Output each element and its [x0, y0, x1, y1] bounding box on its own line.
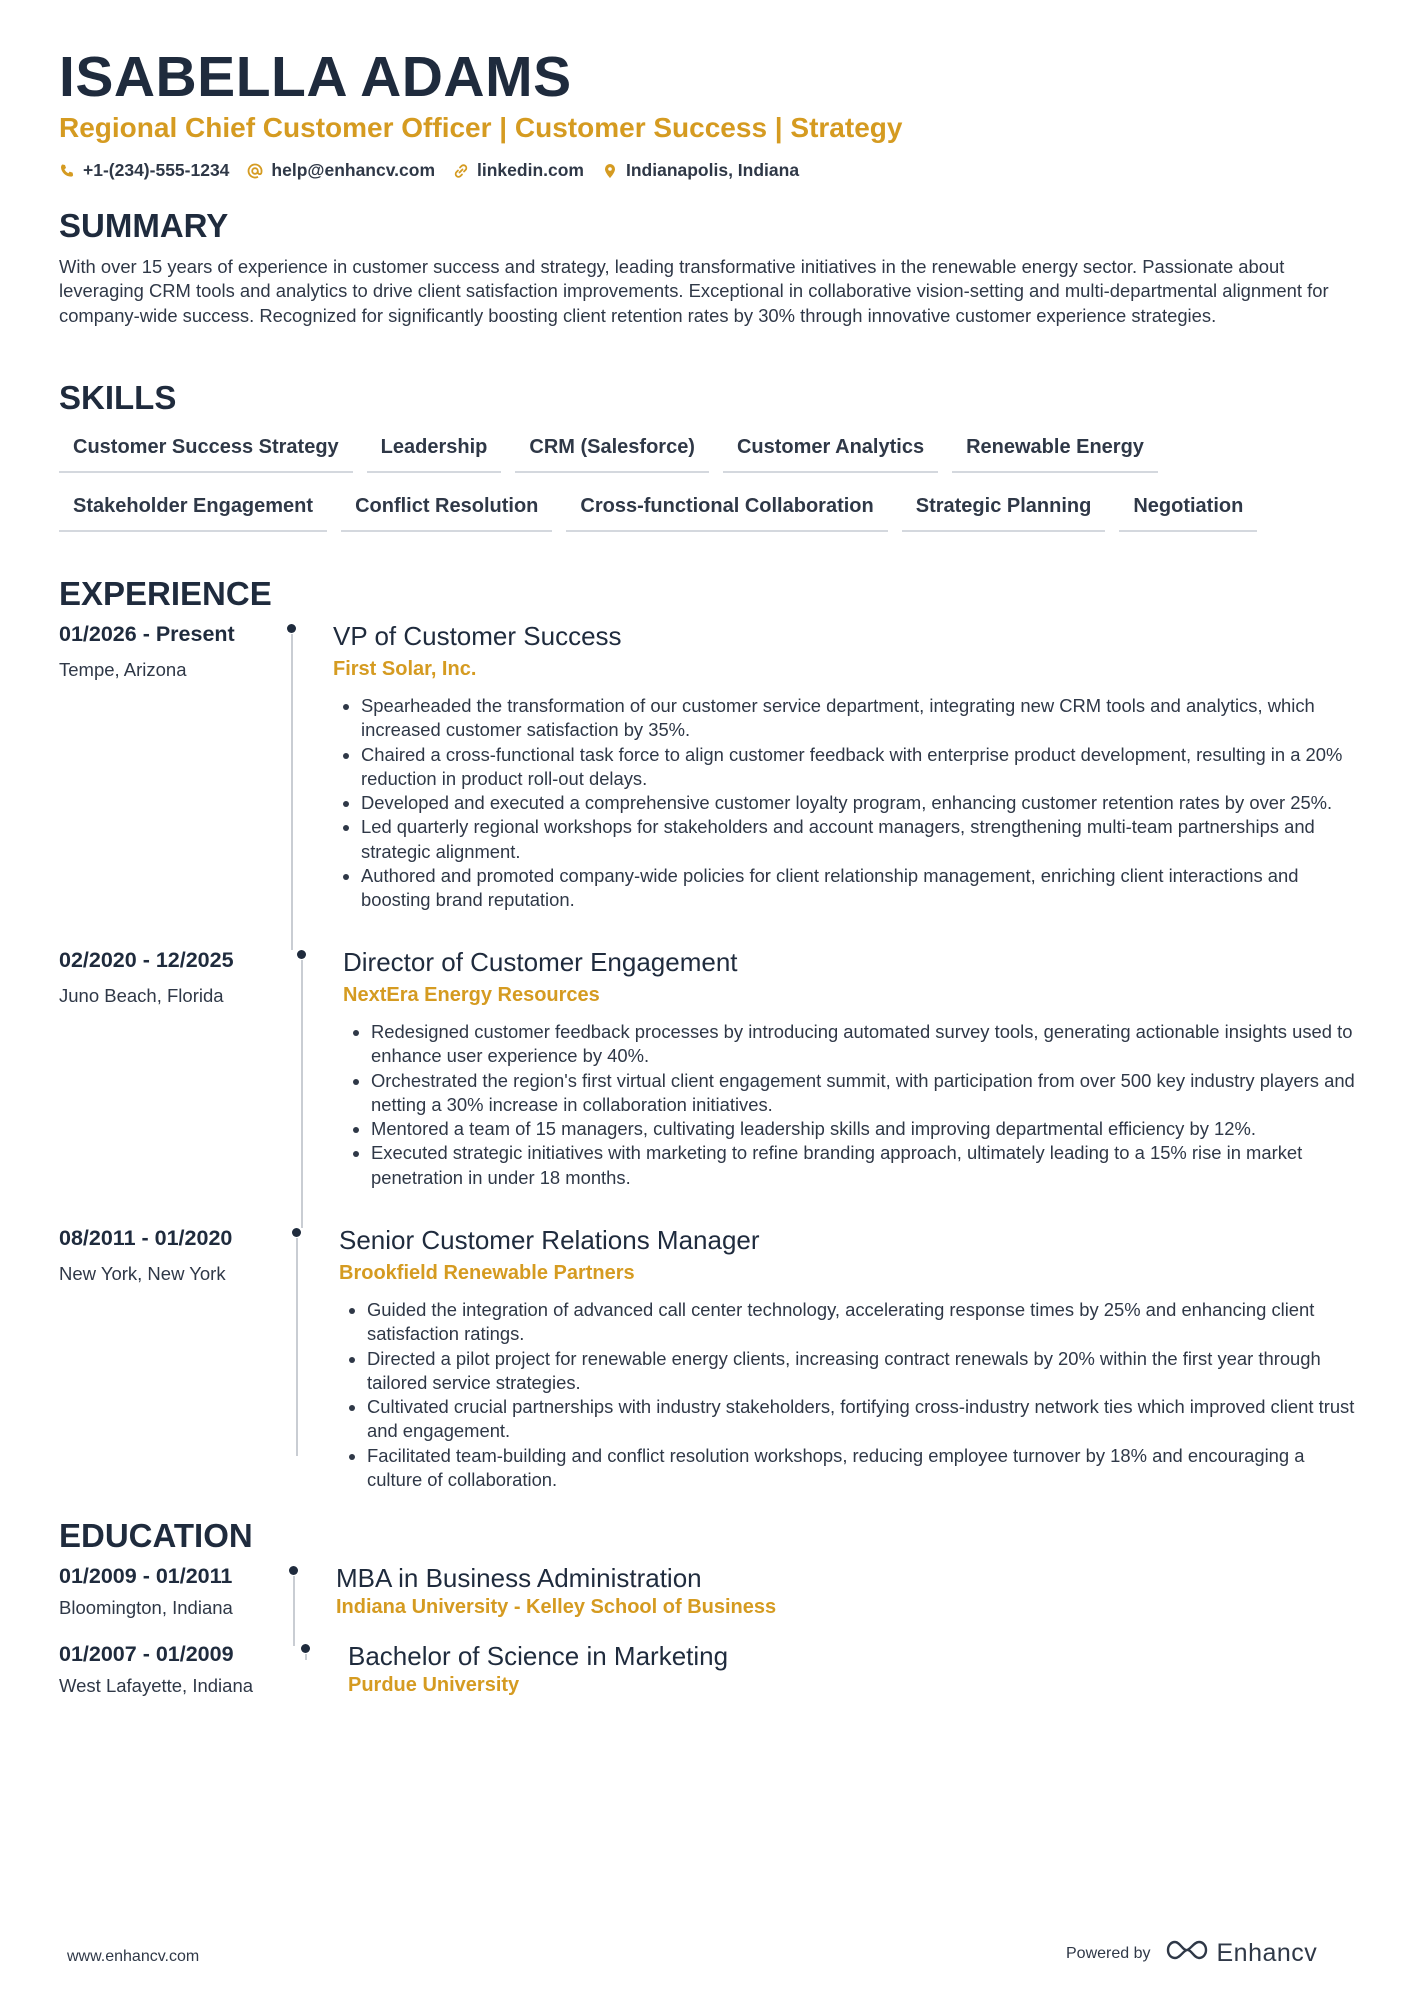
phone-icon	[59, 163, 75, 179]
skills-list	[59, 428, 1359, 532]
bullet-list	[339, 1298, 1363, 1492]
email-text: help@enhancv.com	[271, 160, 436, 180]
timeline-dot	[292, 1228, 301, 1237]
skill-tag: Strategic Planning	[902, 487, 1106, 532]
skill-tag: Cross-functional Collaboration	[566, 487, 887, 532]
timeline-line	[291, 634, 293, 950]
timeline-dot	[289, 1566, 298, 1575]
bullet-list	[333, 694, 1363, 913]
contact-location	[602, 160, 799, 181]
bullet-item: • Led quarterly regional workshops for stakeholders and account managers, strengthening multi-team partnerships and strategic alignment.	[361, 815, 1363, 864]
skill-tag: Negotiation	[1119, 487, 1257, 532]
entry-body	[339, 1224, 1363, 1492]
entry-dates: 02/2020 - 12/2025	[59, 948, 234, 972]
bullet-item: • Spearheaded the transformation of our customer service department, integrating new CRM tools and analytics, which increased customer satisfaction by 35%.	[361, 694, 1363, 743]
entry-body	[333, 620, 1363, 913]
entry-location: Juno Beach, Florida	[59, 985, 224, 1006]
bullet-item: • Redesigned customer feedback processes by introducing automated survey tools, generating actionable insights used to enhance user experience by 40%.	[371, 1020, 1363, 1069]
entry-location: Bloomington, Indiana	[59, 1597, 233, 1618]
bullet-item: • Developed and executed a comprehensive customer loyalty program, enhancing customer retention rates by over 25%.	[361, 791, 1363, 815]
entry-body	[343, 946, 1363, 1190]
skill-tag: Customer Success Strategy	[59, 428, 353, 473]
location-text: Indianapolis, Indiana	[625, 160, 800, 180]
contact-bar	[59, 160, 799, 181]
entry-dates: 08/2011 - 01/2020	[59, 1226, 233, 1250]
job-title: Senior Customer Relations Manager	[339, 1225, 760, 1255]
bullet-item: • Facilitated team-building and conflict resolution workshops, reducing employee turnover by 18% and encouraging a culture of collaboration.	[367, 1444, 1363, 1493]
company-name: First Solar, Inc.	[333, 658, 477, 680]
timeline-line	[296, 1238, 298, 1456]
experience-heading: EXPERIENCE	[59, 575, 272, 612]
timeline-line	[305, 1654, 307, 1660]
degree-title: Bachelor of Science in Marketing	[348, 1641, 729, 1671]
skill-tag: Customer Analytics	[723, 428, 938, 473]
bullet-item: • Orchestrated the region's first virtual client engagement summit, with participation from over 500 key industry players and netting a 30% increase in collaboration initiatives.	[371, 1069, 1363, 1118]
footer-website-link[interactable]: www.enhancv.com	[67, 1948, 200, 1965]
bullet-item: • Chaired a cross-functional task force to align customer feedback with enterprise product development, resulting in a 20% reduction in product roll-out delays.	[361, 743, 1363, 792]
summary-text: With over 15 years of experience in customer success and strategy, leading transformative initiatives in the renewable energy sector. Passionate about leveraging CRM tools and analytics to drive client satisfaction improvements. Exceptional in collaborative vision-setting and multi-departmental alignment for company-wide success. Recognized for significantly boosting client retention rates by 30% through innovative customer experience strategies.	[59, 256, 1329, 326]
timeline-line	[301, 960, 303, 1228]
linkedin-text: linkedin.com	[477, 160, 584, 180]
brand-name: Enhancv	[1216, 1939, 1318, 1967]
education-heading: EDUCATION	[59, 1517, 253, 1554]
skill-tag: Stakeholder Engagement	[59, 487, 327, 532]
summary-heading: SUMMARY	[59, 207, 229, 244]
job-title: Director of Customer Engagement	[343, 947, 738, 977]
school-name: Indiana University - Kelley School of Business	[336, 1596, 777, 1618]
headline: Regional Chief Customer Officer | Customer Success | Strategy	[59, 112, 903, 143]
enhancv-logo-icon	[1165, 1938, 1209, 1969]
entry-dates: 01/2007 - 01/2009	[59, 1642, 234, 1666]
degree-title: MBA in Business Administration	[336, 1563, 702, 1593]
skill-tag: CRM (Salesforce)	[515, 428, 709, 473]
bullet-item: • Mentored a team of 15 managers, cultivating leadership skills and improving departmental efficiency by 12%.	[371, 1117, 1363, 1141]
candidate-name: ISABELLA ADAMS	[59, 45, 572, 109]
bullet-list	[343, 1020, 1363, 1190]
entry-dates: 01/2009 - 01/2011	[59, 1564, 233, 1588]
timeline-dot	[301, 1644, 310, 1653]
skill-tag: Conflict Resolution	[341, 487, 552, 532]
location-pin-icon	[602, 163, 618, 179]
phone-text: +1-(234)-555-1234	[83, 160, 230, 180]
entry-body	[348, 1640, 1358, 1698]
bullet-item: • Cultivated crucial partnerships with industry stakeholders, fortifying cross-industry network ties which improved client trust and engagement.	[367, 1395, 1363, 1444]
bullet-item: • Authored and promoted company-wide policies for client relationship management, enriching client interactions and boosting brand reputation.	[361, 864, 1363, 913]
at-icon	[247, 163, 263, 179]
job-title: VP of Customer Success	[333, 621, 622, 651]
company-name: NextEra Energy Resources	[343, 984, 600, 1006]
company-name: Brookfield Renewable Partners	[339, 1262, 635, 1284]
footer-branding	[1066, 1938, 1317, 1969]
timeline-line	[293, 1576, 295, 1646]
school-name: Purdue University	[348, 1674, 520, 1696]
bullet-item: • Guided the integration of advanced call center technology, accelerating response times by 25% and enhancing client satisfaction ratings.	[367, 1298, 1363, 1347]
skill-tag: Leadership	[367, 428, 502, 473]
contact-phone[interactable]	[59, 160, 229, 181]
skills-heading: SKILLS	[59, 379, 177, 416]
entry-dates: 01/2026 - Present	[59, 622, 235, 646]
timeline-dot	[297, 950, 306, 959]
contact-linkedin[interactable]	[453, 160, 584, 181]
entry-location: Tempe, Arizona	[59, 659, 187, 680]
skill-tag: Renewable Energy	[952, 428, 1158, 473]
powered-by-label: Powered by	[1066, 1944, 1151, 1962]
enhancv-brand[interactable]	[1165, 1938, 1318, 1969]
contact-email[interactable]	[247, 160, 435, 181]
bullet-item: • Directed a pilot project for renewable energy clients, increasing contract renewals by 20% within the first year through tailored service strategies.	[367, 1347, 1363, 1396]
entry-location: West Lafayette, Indiana	[59, 1675, 254, 1696]
entry-location: New York, New York	[59, 1263, 226, 1284]
entry-body	[336, 1562, 1356, 1620]
timeline-dot	[287, 624, 296, 633]
link-icon	[453, 163, 469, 179]
bullet-item: • Executed strategic initiatives with marketing to refine branding approach, ultimately leading to a 15% rise in market penetration in under 18 months.	[371, 1141, 1363, 1190]
